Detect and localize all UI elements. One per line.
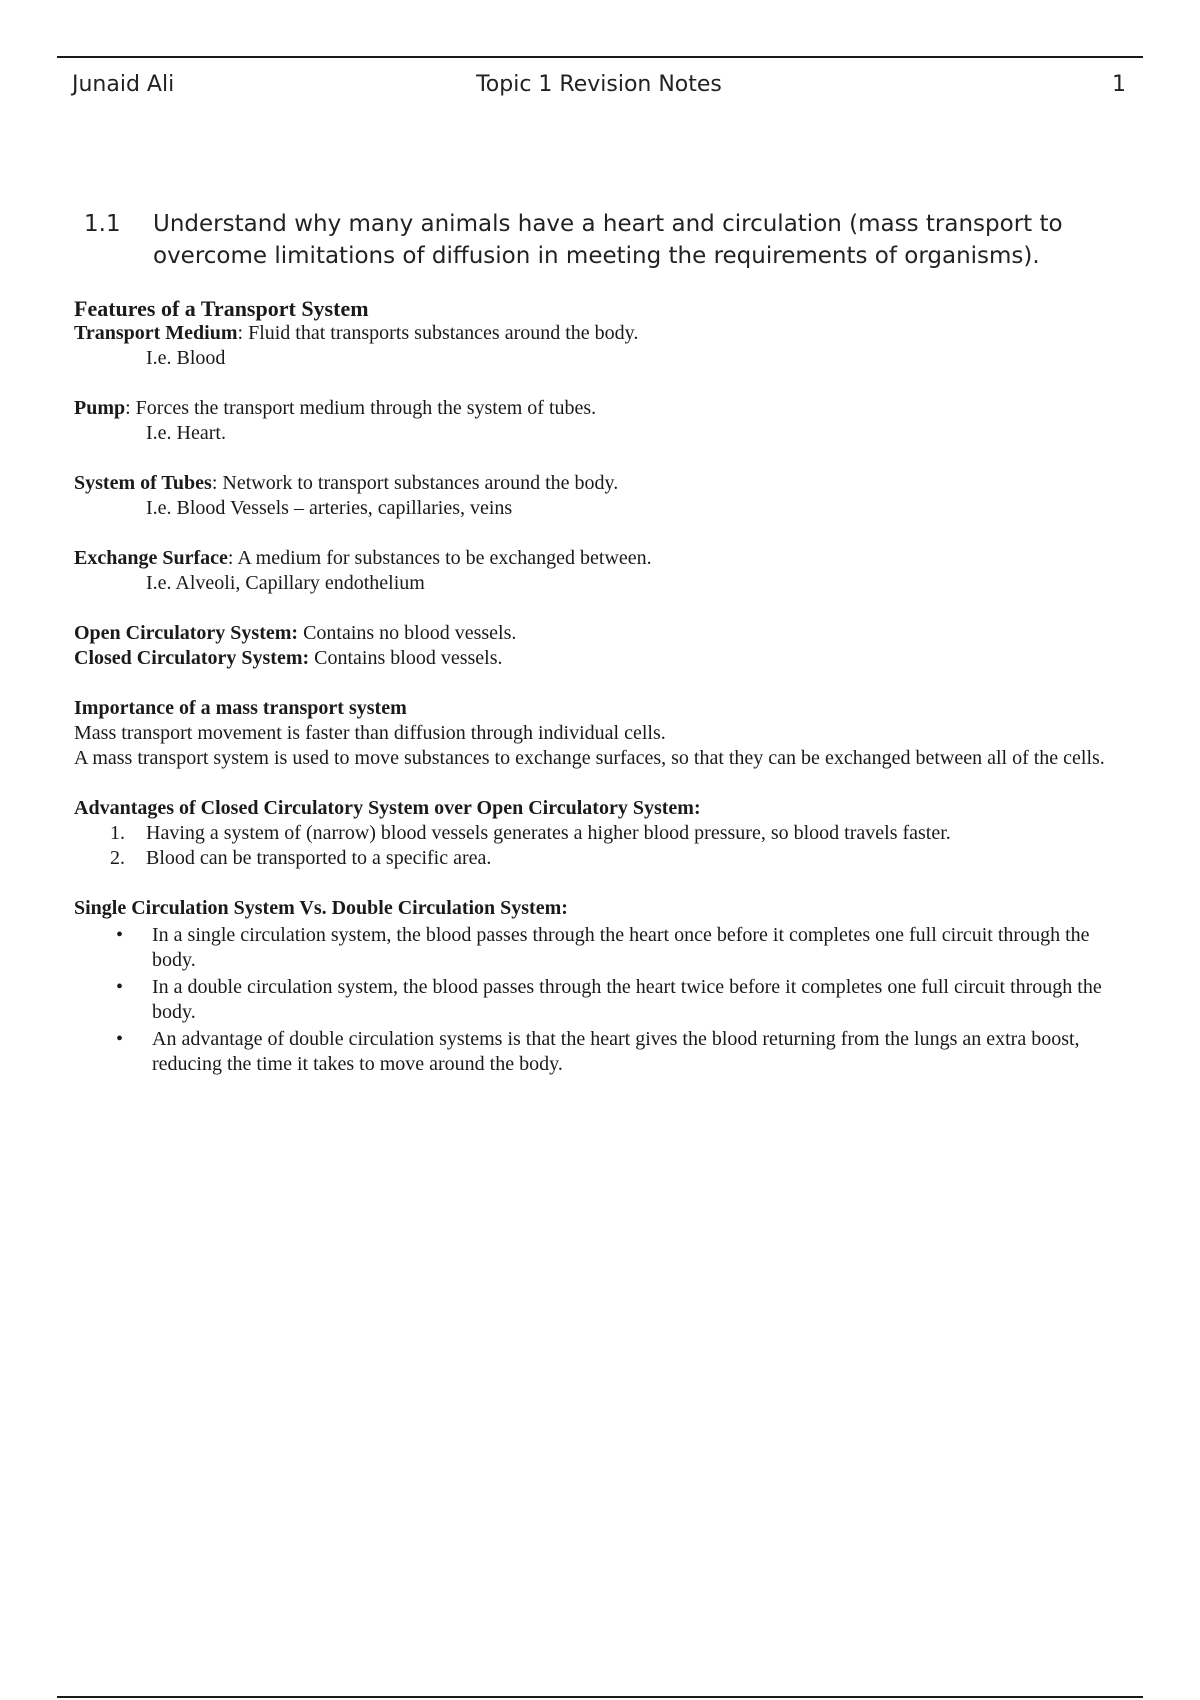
importance-line: Mass transport movement is faster than diffusion through individual cells. <box>74 722 666 744</box>
circulatory-system-types <box>74 621 1128 671</box>
list-item: • In a single circulation system, the blood passes through the heart once before it completes one full circuit through the body. <box>116 924 1090 971</box>
advantages-list <box>74 821 1128 871</box>
definition: : A medium for substances to be exchanged between. <box>227 547 652 569</box>
list-item: • An advantage of double circulation systems is that the heart gives the blood returning from the lungs an extra boost, reducing the time it takes to move around the body. <box>116 1028 1080 1075</box>
importance-line: A mass transport system is used to move substances to exchange surfaces, so that they can be exchanged between all of the cells. <box>74 747 1105 769</box>
definition-system-of-tubes <box>74 471 1128 521</box>
bullet-icon: • <box>116 924 124 946</box>
list-item: 2. Blood can be transported to a specific area. <box>110 847 492 869</box>
term: System of Tubes <box>74 472 212 494</box>
bullet-icon: • <box>116 1028 124 1050</box>
term: Transport Medium <box>74 322 238 344</box>
header-page-number: 1 <box>1112 72 1126 97</box>
definition: : Network to transport substances around the body. <box>211 472 619 494</box>
objective-number: 1.1 <box>84 211 121 237</box>
importance-section <box>74 696 1128 771</box>
header-rule <box>57 56 1143 58</box>
advantages-section <box>74 796 1128 871</box>
notes-body <box>74 296 1128 1102</box>
single-double-list <box>74 923 1128 1077</box>
list-item: • In a double circulation system, the blood passes through the heart twice before it completes one full circuit through the body. <box>116 976 1102 1023</box>
importance-heading: Importance of a mass transport system <box>74 697 407 719</box>
example: I.e. Blood Vessels – arteries, capillaries, veins <box>146 497 513 519</box>
advantages-heading: Advantages of Closed Circulatory System over Open Circulatory System: <box>74 797 701 819</box>
footer-rule <box>57 1696 1143 1698</box>
open-system-line: Open Circulatory System: Contains no blood vessels. <box>74 622 517 644</box>
header-author: Junaid Ali <box>72 72 175 97</box>
page-header <box>72 72 1126 106</box>
single-double-heading: Single Circulation System Vs. Double Circulation System: <box>74 897 568 919</box>
term: Exchange Surface <box>74 547 228 569</box>
closed-system-line: Closed Circulatory System: Contains blood vessels. <box>74 647 503 669</box>
learning-objective <box>84 208 1124 272</box>
definition-pump <box>74 396 1128 446</box>
bullet-icon: • <box>116 976 124 998</box>
example: I.e. Heart. <box>146 422 226 444</box>
term: Pump <box>74 397 126 419</box>
example: I.e. Blood <box>146 347 226 369</box>
single-vs-double-section <box>74 896 1128 1077</box>
objective-text: Understand why many animals have a heart and circulation (mass transport to overcome limitations of diffusion in meeting the requirements of organisms). <box>153 211 1063 269</box>
definition: : Fluid that transports substances around the body. <box>237 322 639 344</box>
definition-exchange-surface <box>74 546 1128 596</box>
section-title: Features of a Transport System <box>74 296 369 321</box>
definition: : Forces the transport medium through the system of tubes. <box>125 397 597 419</box>
definition-transport-medium <box>74 321 1128 371</box>
header-title: Topic 1 Revision Notes <box>476 72 722 97</box>
example: I.e. Alveoli, Capillary endothelium <box>146 572 425 594</box>
list-item: 1. Having a system of (narrow) blood vessels generates a higher blood pressure, so blood travels faster. <box>110 822 951 844</box>
